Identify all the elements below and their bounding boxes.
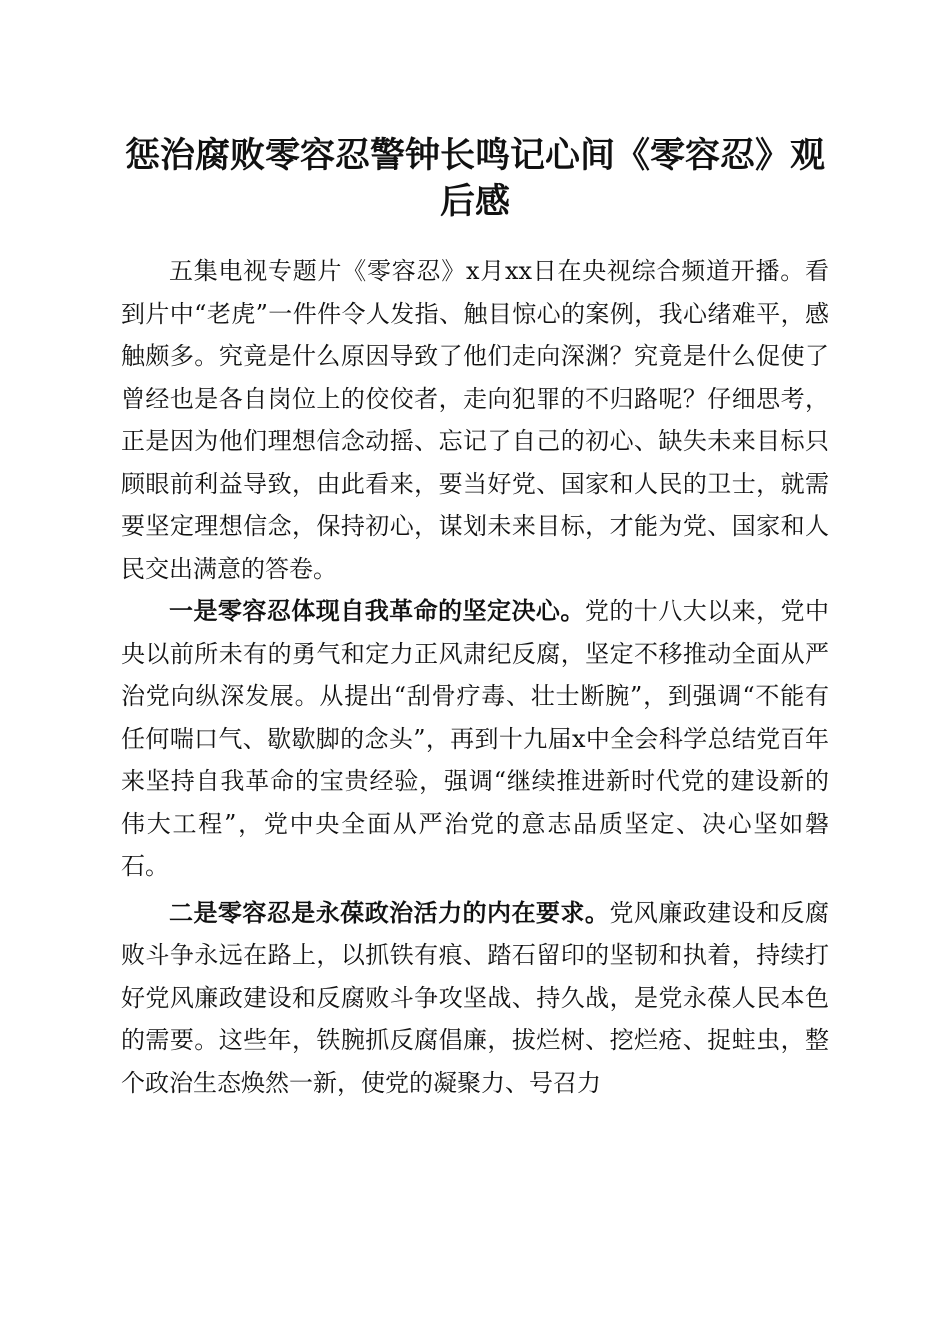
paragraph-intro [121,250,829,590]
paragraph-point-two [121,892,829,1105]
paragraph-text: 党的十八大以来，党中央以前所未有的勇气和定力正风肃纪反腐，坚定不移推动全面从严治党向纵深发展。从提出“刮骨疗毒、壮士断腕”，到强调“不能有任何喘口气、歇歇脚的念头”，再到十九届x中全会科学总结党百年来坚持自我革命的宝贵经验，强调“继续推进新时代党的建设新的伟大工程”，党中央全面从严治党的意志品质坚定、决心坚如磐石。 [121,597,830,880]
paragraph-lead: 一是零容忍体现自我革命的坚定决心。 [169,596,585,625]
document-title: 惩治腐败零容忍警钟长鸣记心间《零容忍》观后感 [124,135,825,222]
paragraph-text: 党风廉政建设和反腐败斗争永远在路上，以抓铁有痕、踏石留印的坚韧和执着，持续打好党风廉政建设和反腐败斗争攻坚战、持久战，是党永葆人民本色的需要。这些年，铁腕抓反腐倡廉，拔烂树、挖烂疮、捉蛀虫，整个政治生态焕然一新，使党的凝聚力、号召力 [121,898,830,1097]
paragraph-point-one [121,590,829,888]
paragraph-text: 五集电视专题片《零容忍》x月xx日在央视综合频道开播。看到片中“老虎”一件件令人发指、触目惊心的案例，我心绪难平，感触颇多。究竟是什么原因导致了他们走向深渊？究竟是什么促使了曾经也是各自岗位上的佼佼者，走向犯罪的不归路呢？仔细思考，正是因为他们理想信念动摇、忘记了自己的初心、缺失未来目标只顾眼前利益导致，由此看来，要当好党、国家和人民的卫士，就需要坚定理想信念，保持初心，谋划未来目标，才能为党、国家和人民交出满意的答卷。 [121,257,829,583]
document-body [121,250,829,1104]
paragraph-lead: 二是零容忍是永葆政治活力的内在要求。 [169,897,610,927]
